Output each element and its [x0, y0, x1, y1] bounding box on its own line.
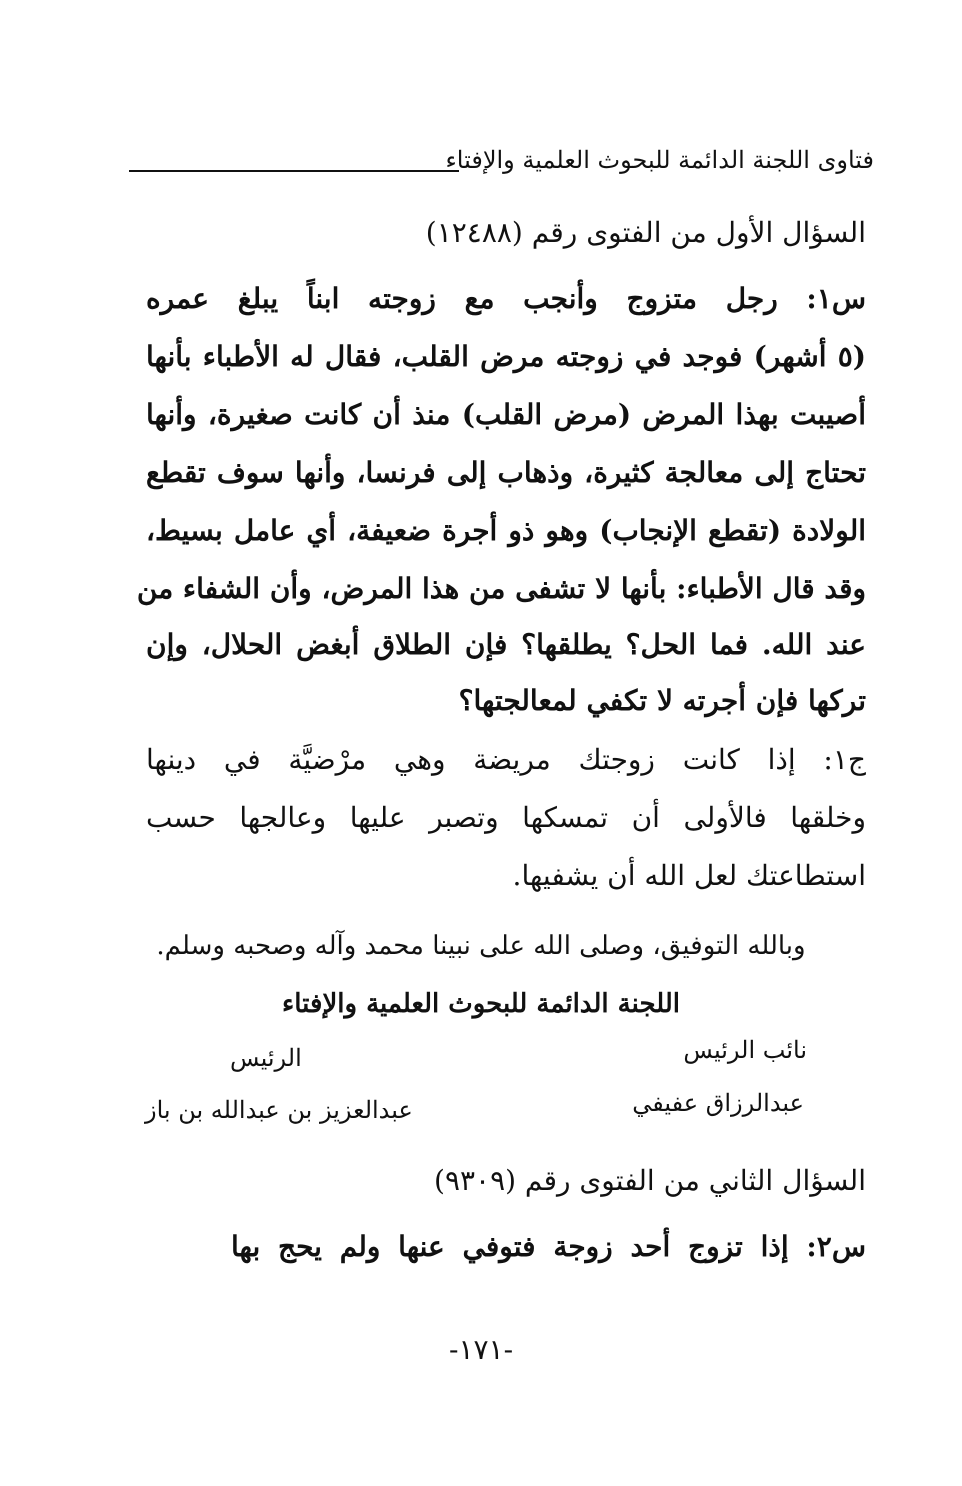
question-1-line: وقد قال الأطباء: بأنها لا تشفى من هذا المرض، وأن الشفاء من	[136, 572, 866, 605]
answer-1-line: ج١: إذا كانت زوجتك مريضة وهي مرْضيَّة في دينها	[146, 743, 866, 776]
question-1-title: السؤال الأول من الفتوى رقم (١٢٤٨٨)	[425, 216, 866, 249]
page-number: -١٧١-	[448, 1333, 514, 1366]
question-1-line: أصيبت بهذا المرض (مرض القلب) منذ أن كانت صغيرة، وأنها	[146, 398, 866, 431]
header-rule	[129, 170, 459, 172]
running-header	[129, 145, 874, 185]
question-2-line: س٢: إذا تزوج أحد زوجة فتوفي عنها ولم يحج بها	[231, 1230, 866, 1263]
answer-1-line: استطاعتك لعل الله أن يشفيها.	[512, 859, 866, 892]
chair-label: الرئيس	[230, 1044, 302, 1072]
chair-name: عبدالعزيز بن عبدالله بن باز	[145, 1096, 413, 1124]
question-1-line: الولادة (تقطع الإنجاب) وهو ذو أجرة ضعيفة، أي عامل بسيط،	[146, 514, 866, 547]
committee-title: اللجنة الدائمة للبحوث العلمية والإفتاء	[282, 989, 680, 1019]
header-title: فتاوى اللجنة الدائمة للبحوث العلمية والإفتاء	[445, 146, 874, 174]
question-1-line: عند الله. فما الحل؟ يطلقها؟ فإن الطلاق أبغض الحلال، وإن	[146, 628, 866, 661]
deputy-label: نائب الرئيس	[683, 1036, 807, 1064]
question-1-line: تحتاج إلى معالجة كثيرة، وذهاب إلى فرنسا، وأنها سوف تقطع	[146, 456, 866, 489]
closing-text: وبالله التوفيق، وصلى الله على نبينا محمد وآله وصحبه وسلم.	[156, 931, 806, 961]
question-1-line: تركها فإن أجرته لا تكفي لمعالجتها؟	[458, 684, 866, 717]
question-1-line: (٥ أشهر) فوجد في زوجته مرض القلب، فقال له الأطباء بأنها	[146, 340, 866, 373]
question-2-title: السؤال الثاني من الفتوى رقم (٩٣٠٩)	[434, 1164, 866, 1197]
question-1-line: س١: رجل متزوج وأنجب مع زوجته ابناً يبلغ عمره	[146, 282, 866, 315]
answer-1-line: وخلقها فالأولى أن تمسكها وتصبر عليها وعالجها حسب	[146, 801, 866, 834]
deputy-name: عبدالرزاق عفيفي	[632, 1089, 804, 1117]
